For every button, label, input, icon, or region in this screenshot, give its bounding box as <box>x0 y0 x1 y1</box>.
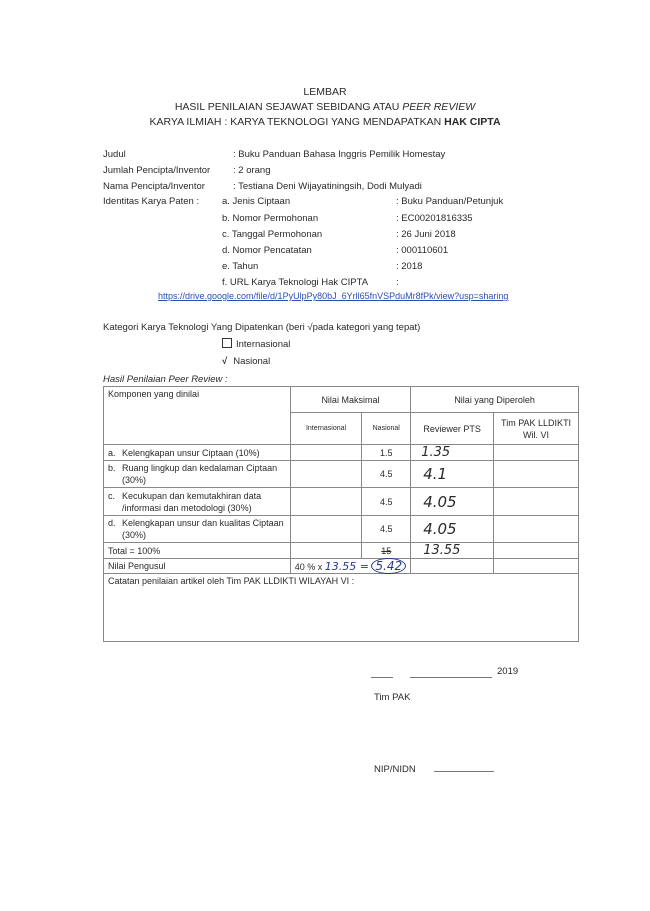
jumlah-label: Jumlah Pencipta/Inventor <box>103 165 211 176</box>
doc-title-hasil <box>0 101 650 113</box>
total-row <box>104 543 579 559</box>
komponen-cell <box>104 488 291 516</box>
identitas-item-label: c. Tanggal Permohonan <box>222 229 323 240</box>
hasil-title-text: Hasil Penilaian <box>103 374 169 385</box>
komponen-text: Kelengkapan unsur Ciptaan (10%) <box>122 447 260 458</box>
table-row <box>104 461 579 488</box>
pengusul-row <box>104 559 579 574</box>
komponen-cell <box>104 445 291 461</box>
kategori-text: Kategori Karya Teknologi Yang Dipatenkan (beri √pada kategori yang tepat) <box>103 322 421 333</box>
nip-line <box>434 771 494 772</box>
total-label: Total = 100% <box>104 543 291 559</box>
identitas-label: Identitas Karya Paten : <box>103 196 200 207</box>
checkbox-icon[interactable] <box>222 338 232 348</box>
table-row <box>104 516 579 543</box>
hasil-title <box>103 374 228 385</box>
reviewer-score: 4.1 <box>411 461 494 488</box>
pengusul-formula: 40 % x <box>294 562 323 572</box>
total-reviewer: 13.55 <box>411 543 494 559</box>
hasil-title-peer: Peer Review : <box>168 374 228 385</box>
identitas-item-value: : 000110601 <box>396 245 449 256</box>
header-nilai-diperoleh: Nilai yang Diperoleh <box>411 387 579 413</box>
tim-pak-cell <box>494 445 579 461</box>
identitas-item-value: : EC00201816335 <box>396 213 473 224</box>
nasional-cell: 1.5 <box>362 445 411 461</box>
internasional-cell <box>290 461 362 488</box>
catatan-row <box>104 574 579 642</box>
total-nasional: 15 <box>362 543 411 559</box>
option-nasional-label: Nasional <box>233 356 271 367</box>
internasional-cell <box>290 543 362 559</box>
komponen-text: Kelengkapan unsur dan kualitas Ciptaan (30%) <box>122 518 284 540</box>
date-line <box>410 677 492 678</box>
doc-title-karya <box>0 116 650 128</box>
header-tim-pak: Tim PAK LLDIKTI Wil. VI <box>494 413 579 445</box>
tim-pak-cell <box>494 516 579 543</box>
header-nasional: Nasional <box>362 413 411 445</box>
doc-title-hak-cipta: HAK CIPTA <box>444 116 501 128</box>
row-letter: d. <box>108 518 116 528</box>
header-reviewer-pts: Reviewer PTS <box>411 413 494 445</box>
table-row <box>104 488 579 516</box>
signature-tim: Tim PAK <box>374 692 411 703</box>
signature-nip: NIP/NIDN <box>374 764 416 775</box>
nasional-cell: 4.5 <box>362 488 411 516</box>
nama-label: Nama Pencipta/Inventor <box>103 181 205 192</box>
score-table <box>103 386 579 642</box>
check-mark-icon: √ <box>222 356 228 367</box>
internasional-cell <box>290 488 362 516</box>
identitas-item-value: : 2018 <box>396 261 423 272</box>
identitas-item-label: b. Nomor Permohonan <box>222 213 319 224</box>
pengusul-formula-cell <box>290 559 410 574</box>
identitas-item-label: a. Jenis Ciptaan <box>222 196 291 207</box>
option-internasional-label: Internasional <box>236 339 291 350</box>
nasional-cell: 4.5 <box>362 461 411 488</box>
tim-pak-cell <box>494 543 579 559</box>
date-line <box>371 677 393 678</box>
reviewer-score: 4.05 <box>411 516 494 543</box>
doc-title-lembar: LEMBAR <box>303 86 347 98</box>
doc-title-hasil-text: HASIL PENILAIAN SEJAWAT SEBIDANG ATAU <box>174 101 403 113</box>
reviewer-score: 1.35 <box>411 445 494 461</box>
komponen-cell <box>104 516 291 543</box>
internasional-cell <box>290 516 362 543</box>
reviewer-score: 4.05 <box>411 488 494 516</box>
pengusul-result: 5.42 <box>371 558 406 574</box>
pengusul-label: Nilai Pengusul <box>104 559 291 574</box>
komponen-text: Kecukupan dan kemutakhiran data /informasi dan metodologi (30%) <box>122 490 262 513</box>
judul-value: : Buku Panduan Bahasa Inggris Pemilik Homestay <box>233 149 446 160</box>
signature-year: 2019 <box>497 666 519 677</box>
url-link[interactable]: https://drive.google.com/file/d/1PyUlpPy80bJ_6Yrll65fnVSPduMr8fPk/view?usp=sharing <box>158 291 509 301</box>
row-letter: c. <box>108 490 116 501</box>
tim-pak-cell <box>494 488 579 516</box>
table-row <box>104 445 579 461</box>
row-letter: b. <box>108 463 116 473</box>
identitas-item-value: : Buku Panduan/Petunjuk <box>396 196 504 207</box>
pengusul-hand-value: 13.55 = <box>324 560 369 573</box>
header-nilai-maksimal: Nilai Maksimal <box>290 387 410 413</box>
option-internasional[interactable] <box>222 338 290 350</box>
header-komponen: Komponen yang dinilai <box>104 387 291 445</box>
identitas-item-value: : <box>396 277 399 288</box>
option-nasional[interactable] <box>222 356 270 367</box>
identitas-item-label: f. URL Karya Teknologi Hak CIPTA <box>222 277 369 288</box>
tim-pak-cell <box>494 461 579 488</box>
jumlah-value: : 2 orang <box>233 165 271 176</box>
row-letter: a. <box>108 447 116 458</box>
pengusul-reviewer-cell <box>411 559 494 574</box>
internasional-cell <box>290 445 362 461</box>
doc-title-karya-text: KARYA ILMIAH : KARYA TEKNOLOGI YANG MENDAPATKAN <box>149 116 445 128</box>
header-internasional: Internasional <box>290 413 362 445</box>
komponen-cell <box>104 461 291 488</box>
doc-title-peer-review: PEER REVIEW <box>402 101 476 113</box>
identitas-item-value: : 26 Juni 2018 <box>396 229 456 240</box>
nama-value: : Testiana Deni Wijayatiningsih, Dodi Mulyadi <box>233 181 422 192</box>
table-header-row <box>104 387 579 413</box>
judul-label: Judul <box>103 149 126 160</box>
identitas-item-label: d. Nomor Pencatatan <box>222 245 312 256</box>
pengusul-tim-cell <box>494 559 579 574</box>
nasional-cell: 4.5 <box>362 516 411 543</box>
catatan-cell: Catatan penilaian artikel oleh Tim PAK LLDIKTI WILAYAH VI : <box>104 574 579 642</box>
identitas-item-label: e. Tahun <box>222 261 259 272</box>
komponen-text: Ruang lingkup dan kedalaman Ciptaan (30%) <box>122 463 278 485</box>
